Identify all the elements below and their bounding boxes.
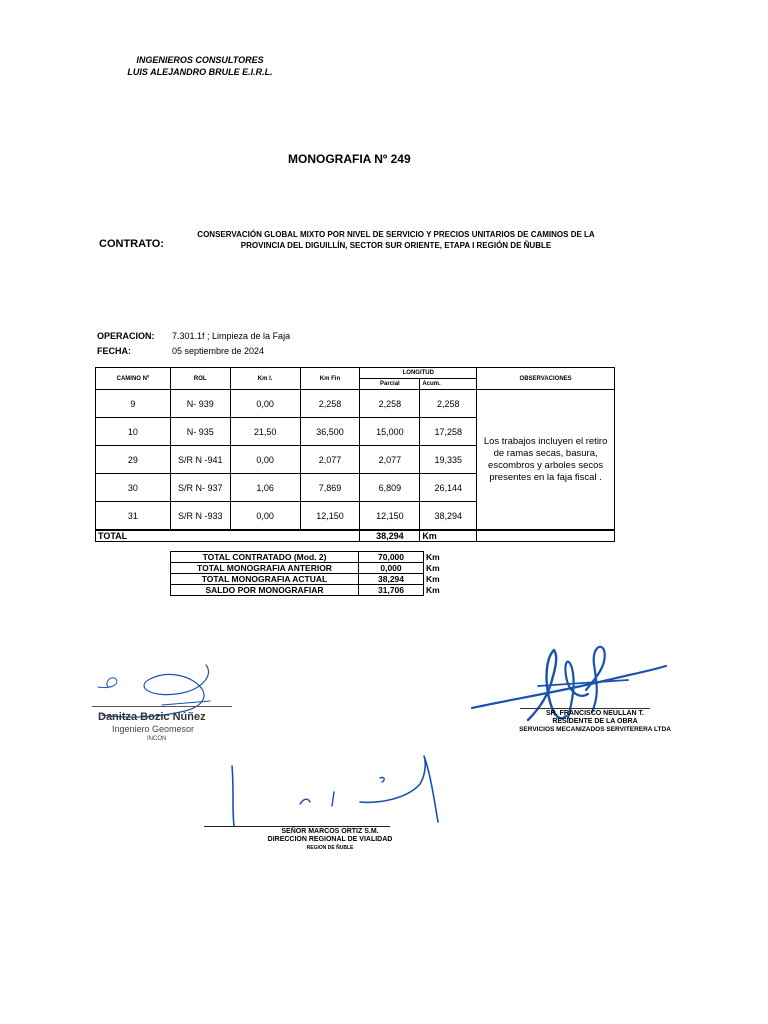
cell-km-fin: 2,258 [300,390,360,418]
right-signer-org: SERVICIOS MECANIZADOS SERVITERERA LTDA [519,726,671,733]
table-row [96,390,615,418]
cell-acum: 17,258 [420,418,477,446]
right-signer-role: RESIDENTE DE LA OBRA [552,718,638,725]
contract-label: CONTRATO: [99,238,164,250]
right-signature-block [500,710,690,734]
cell-acum: 19,335 [420,446,477,474]
cell-acum: 26,144 [420,474,477,502]
header-rol: ROL [170,368,230,390]
document-title: MONOGRAFIA Nº 249 [288,152,411,166]
summary-value: 0,000 [359,563,424,574]
header-km-fin: Km Fin [300,368,360,390]
cell-km-i: 0,00 [230,390,300,418]
cell-acum: 38,294 [420,502,477,531]
summary-label: SALDO POR MONOGRAFIAR [171,585,359,596]
cell-km-i: 1,06 [230,474,300,502]
cell-rol: N- 935 [170,418,230,446]
company-line-1: INGENIEROS CONSULTORES [136,55,264,65]
summary-value: 70,000 [359,552,424,563]
header-camino: CAMINO Nº [96,368,171,390]
cell-rol: N- 939 [170,390,230,418]
header-longitud: LONGITUD [360,368,477,379]
cell-rol: S/R N- 937 [170,474,230,502]
summary-value: 38,294 [359,574,424,585]
center-signature-line [204,826,390,827]
center-signature-ink [220,748,450,828]
summary-row [171,563,442,574]
summary-row [171,574,442,585]
cell-parcial: 12,150 [360,502,420,531]
cell-camino: 31 [96,502,171,531]
center-signature-block [230,828,430,852]
cell-rol: S/R N -933 [170,502,230,531]
cell-parcial: 15,000 [360,418,420,446]
total-row [96,530,615,542]
left-signature-line [92,706,232,707]
total-unit: Km [420,530,477,542]
company-line-2: LUIS ALEJANDRO BRULE E.I.R.L. [127,67,273,77]
date-value: 05 septiembre de 2024 [172,346,265,356]
cell-km-i: 0,00 [230,446,300,474]
date-row [97,346,131,356]
date-label: FECHA: [97,346,131,356]
header-observaciones: OBSERVACIONES [477,368,615,390]
header-acum: Acum. [420,379,477,390]
total-empty [477,530,615,542]
cell-acum: 2,258 [420,390,477,418]
operation-row [97,331,155,341]
cell-km-fin: 12,150 [300,502,360,531]
contract-description: CONSERVACIÓN GLOBAL MIXTO POR NIVEL DE SERVICIO Y PRECIOS UNITARIOS DE CAMINOS DE LA PROVINCIA DEL DIGUILLÍN, SECTOR SUR ORIENTE, ETAPA I REGIÓN DE ÑUBLE [197,230,595,250]
summary-unit: Km [426,574,440,584]
cell-km-fin: 2,077 [300,446,360,474]
right-signature-line [520,708,650,709]
observations-cell: Los trabajos incluyen el retiro de ramas secas, basura, escombros y arboles secos presentes en la faja fiscal . [477,390,615,531]
cell-parcial: 2,077 [360,446,420,474]
summary-row [171,552,442,563]
summary-row [171,585,442,596]
cell-km-i: 0,00 [230,502,300,531]
left-signer-role: Ingeniero Geomesor [112,724,195,734]
cell-rol: S/R N -941 [170,446,230,474]
left-signer-name: Danitza Bozic Núñez [98,711,206,723]
header-km-i: Km I. [230,368,300,390]
summary-unit: Km [426,563,440,573]
summary-label: TOTAL CONTRATADO (Mod. 2) [171,552,359,563]
summary-label: TOTAL MONOGRAFIA ACTUAL [171,574,359,585]
cell-camino: 9 [96,390,171,418]
right-signer-name: SR. FRANCISCO NEULLAN T. [546,710,644,717]
summary-value: 31,706 [359,585,424,596]
center-signer-name: SEÑOR MARCOS ORTIZ S.M. [281,828,379,835]
summary-table [170,551,442,596]
cell-camino: 10 [96,418,171,446]
cell-parcial: 2,258 [360,390,420,418]
operation-label: OPERACION: [97,331,155,341]
cell-km-fin: 7,869 [300,474,360,502]
company-header [120,54,280,78]
cell-camino: 30 [96,474,171,502]
total-label: TOTAL [96,530,360,542]
cell-km-i: 21,50 [230,418,300,446]
left-signer-org: INCON [147,736,167,742]
header-parcial: Parcial [360,379,420,390]
total-value: 38,294 [360,530,420,542]
cell-camino: 29 [96,446,171,474]
operation-value: 7.301.1f ; Limpieza de la Faja [172,331,291,341]
summary-unit: Km [426,585,440,595]
center-signer-role: DIRECCION REGIONAL DE VIALIDAD [267,836,393,843]
summary-unit: Km [426,552,440,562]
center-signer-region: REGION DE ÑUBLE [306,845,354,851]
summary-label: TOTAL MONOGRAFIA ANTERIOR [171,563,359,574]
cell-km-fin: 36,500 [300,418,360,446]
roads-table [95,367,615,542]
cell-parcial: 6,809 [360,474,420,502]
